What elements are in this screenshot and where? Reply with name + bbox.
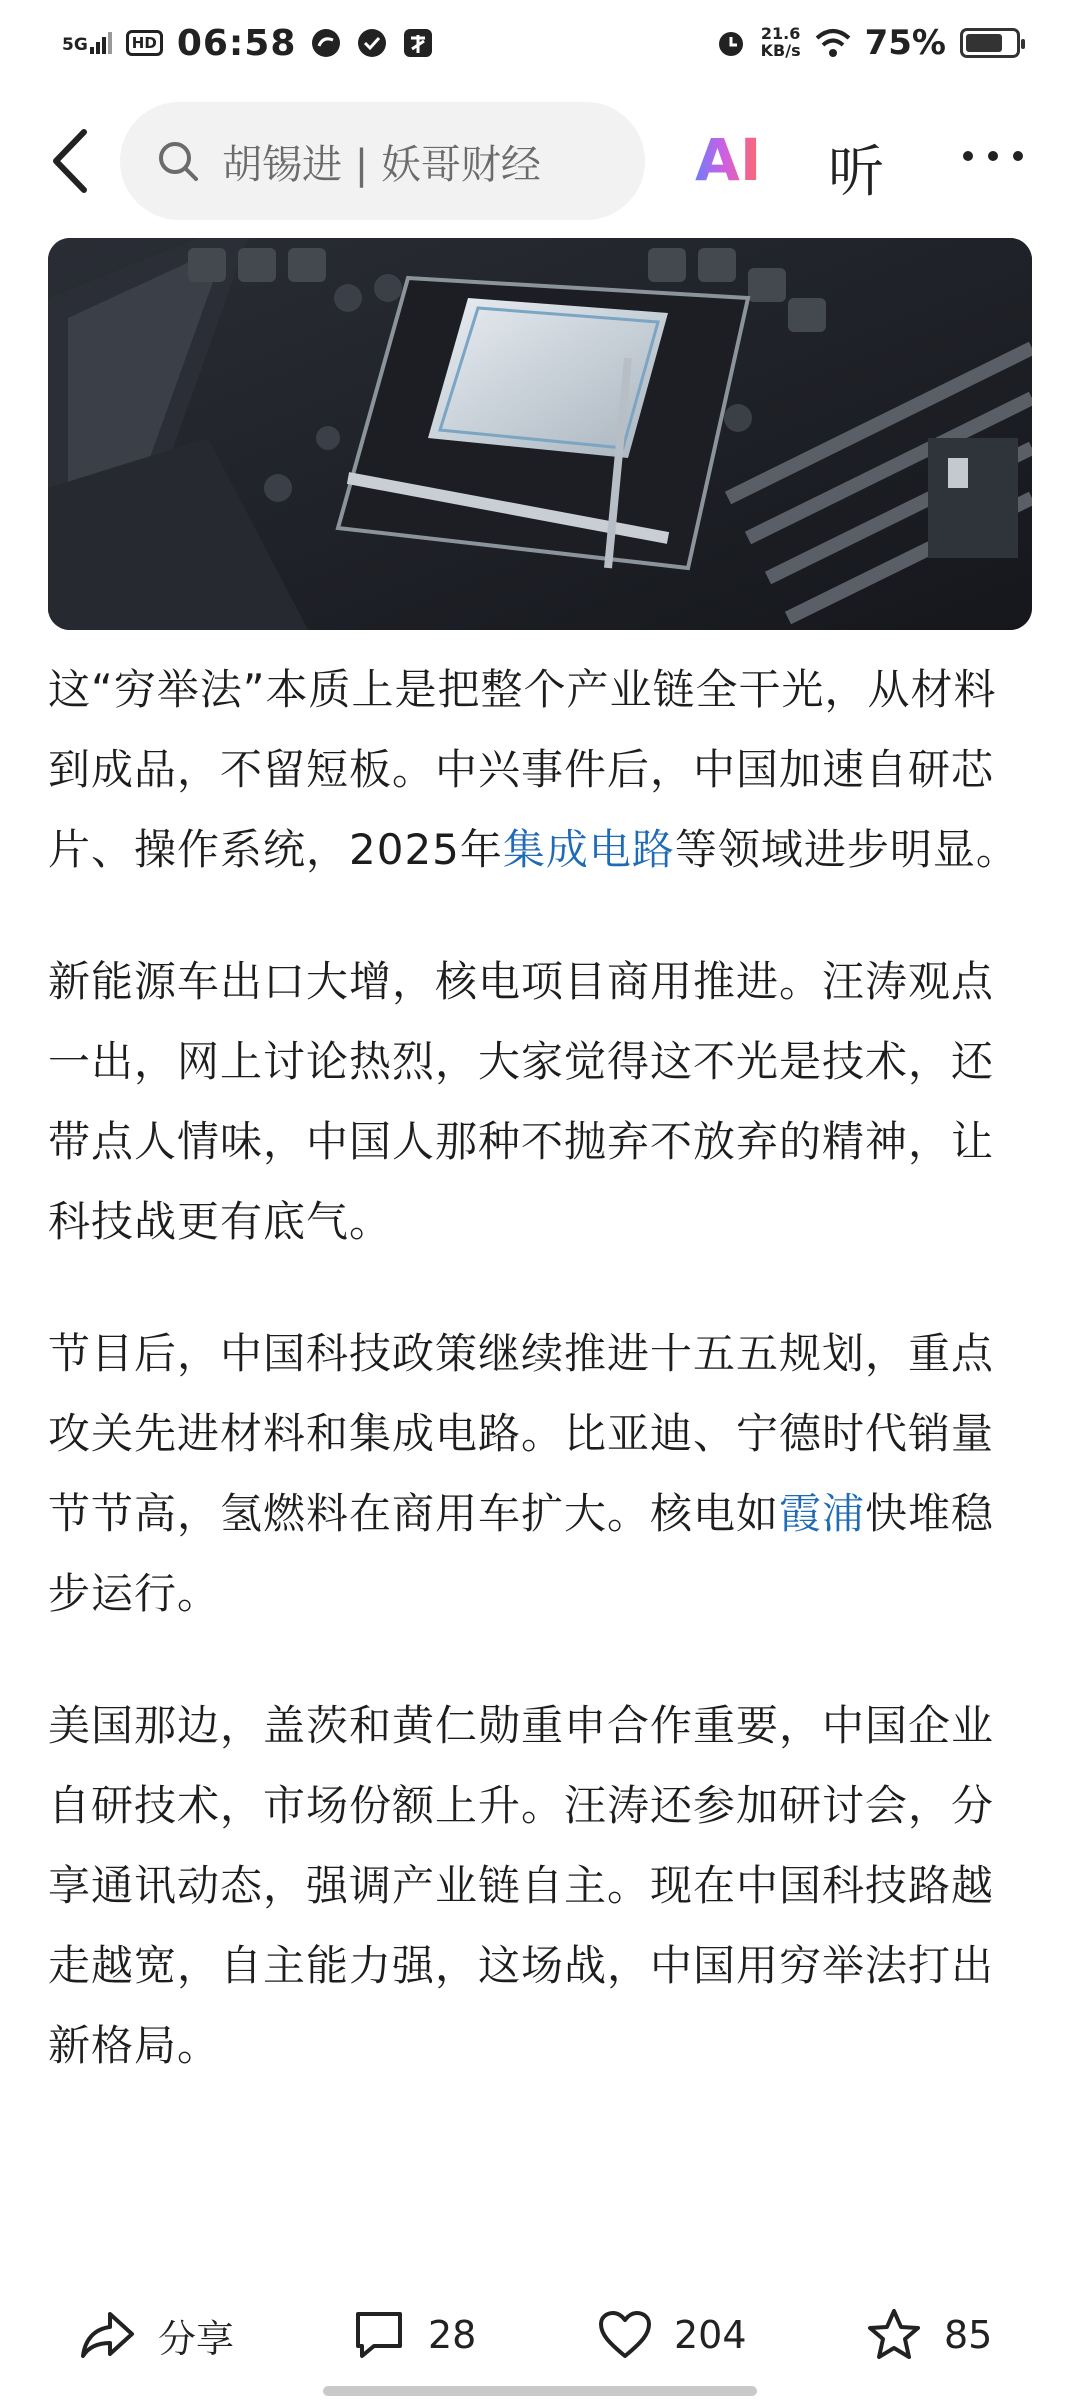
check-circle-icon	[356, 27, 388, 59]
sync-icon	[310, 27, 342, 59]
top-nav-bar	[0, 98, 1080, 224]
link-jicheng-dianlu[interactable]: 集成电路	[502, 825, 675, 874]
ai-button[interactable]: AI	[695, 126, 762, 194]
listen-button[interactable]: 听	[828, 140, 884, 205]
network-type: 5G	[62, 35, 88, 55]
bottom-action-bar	[0, 2290, 1080, 2380]
search-icon	[156, 139, 200, 183]
cellular-signal-icon	[62, 32, 112, 54]
more-button[interactable]	[960, 144, 1026, 168]
share-button[interactable]	[80, 2308, 234, 2363]
article-paragraph-1: 这“穷举法”本质上是把整个产业链全干光，从材料到成品，不留短板。中兴事件后，中国加速自研芯片、操作系统，2025年集成电路等领域进步明显。	[48, 665, 1019, 874]
chevron-left-icon	[44, 128, 104, 194]
alarm-icon	[715, 27, 747, 59]
battery-level-fill	[966, 34, 1002, 52]
battery-icon	[960, 28, 1020, 58]
battery-percent: 75%	[864, 23, 946, 63]
wifi-icon	[815, 28, 851, 58]
more-dots-icon	[960, 144, 1026, 168]
like-count: 204	[674, 2313, 747, 2357]
network-speed: 21.6 KB/s	[760, 24, 801, 60]
comment-button[interactable]	[352, 2310, 476, 2360]
star-icon	[866, 2308, 922, 2362]
link-xiapu[interactable]: 霞浦	[779, 1489, 866, 1538]
comment-count: 28	[428, 2313, 477, 2357]
article-body	[48, 650, 1032, 2138]
article-paragraph-4: 美国那边，盖茨和黄仁勋重申合作重要，中国企业自研技术，市场份额上升。汪涛还参加研讨会，分享通讯动态，强调产业链自主。现在中国科技路越走越宽，自主能力强，这场战，中国用穷举法打出新格局。	[48, 1701, 995, 2070]
status-bar	[0, 0, 1080, 86]
favorite-count: 85	[944, 2313, 993, 2357]
motherboard-image	[48, 238, 1032, 630]
clock: 06:58	[176, 22, 297, 64]
heart-icon	[598, 2310, 652, 2360]
search-bar[interactable]	[120, 102, 645, 220]
back-button[interactable]	[44, 128, 104, 194]
share-icon	[80, 2310, 136, 2360]
article-paragraph-3: 节目后，中国科技政策继续推进十五五规划，重点攻关先进材料和集成电路。比亚迪、宁德时代销量节节高，氢燃料在商用车扩大。核电如霞浦快堆稳步运行。	[48, 1329, 995, 1618]
app-notification-icon	[402, 27, 434, 59]
comment-icon	[352, 2310, 406, 2360]
favorite-button[interactable]	[866, 2308, 992, 2362]
hd-badge: HD	[126, 30, 163, 56]
home-indicator[interactable]	[323, 2386, 757, 2396]
share-label: 分享	[158, 2316, 235, 2361]
search-text: 胡锡进 | 妖哥财经	[222, 141, 541, 188]
like-button[interactable]	[598, 2310, 747, 2360]
article-paragraph-2: 新能源车出口大增，核电项目商用推进。汪涛观点一出，网上讨论热烈，大家觉得这不光是技术，还带点人情味，中国人那种不抛弃不放弃的精神，让科技战更有底气。	[48, 957, 995, 1246]
article-image[interactable]	[48, 238, 1032, 630]
